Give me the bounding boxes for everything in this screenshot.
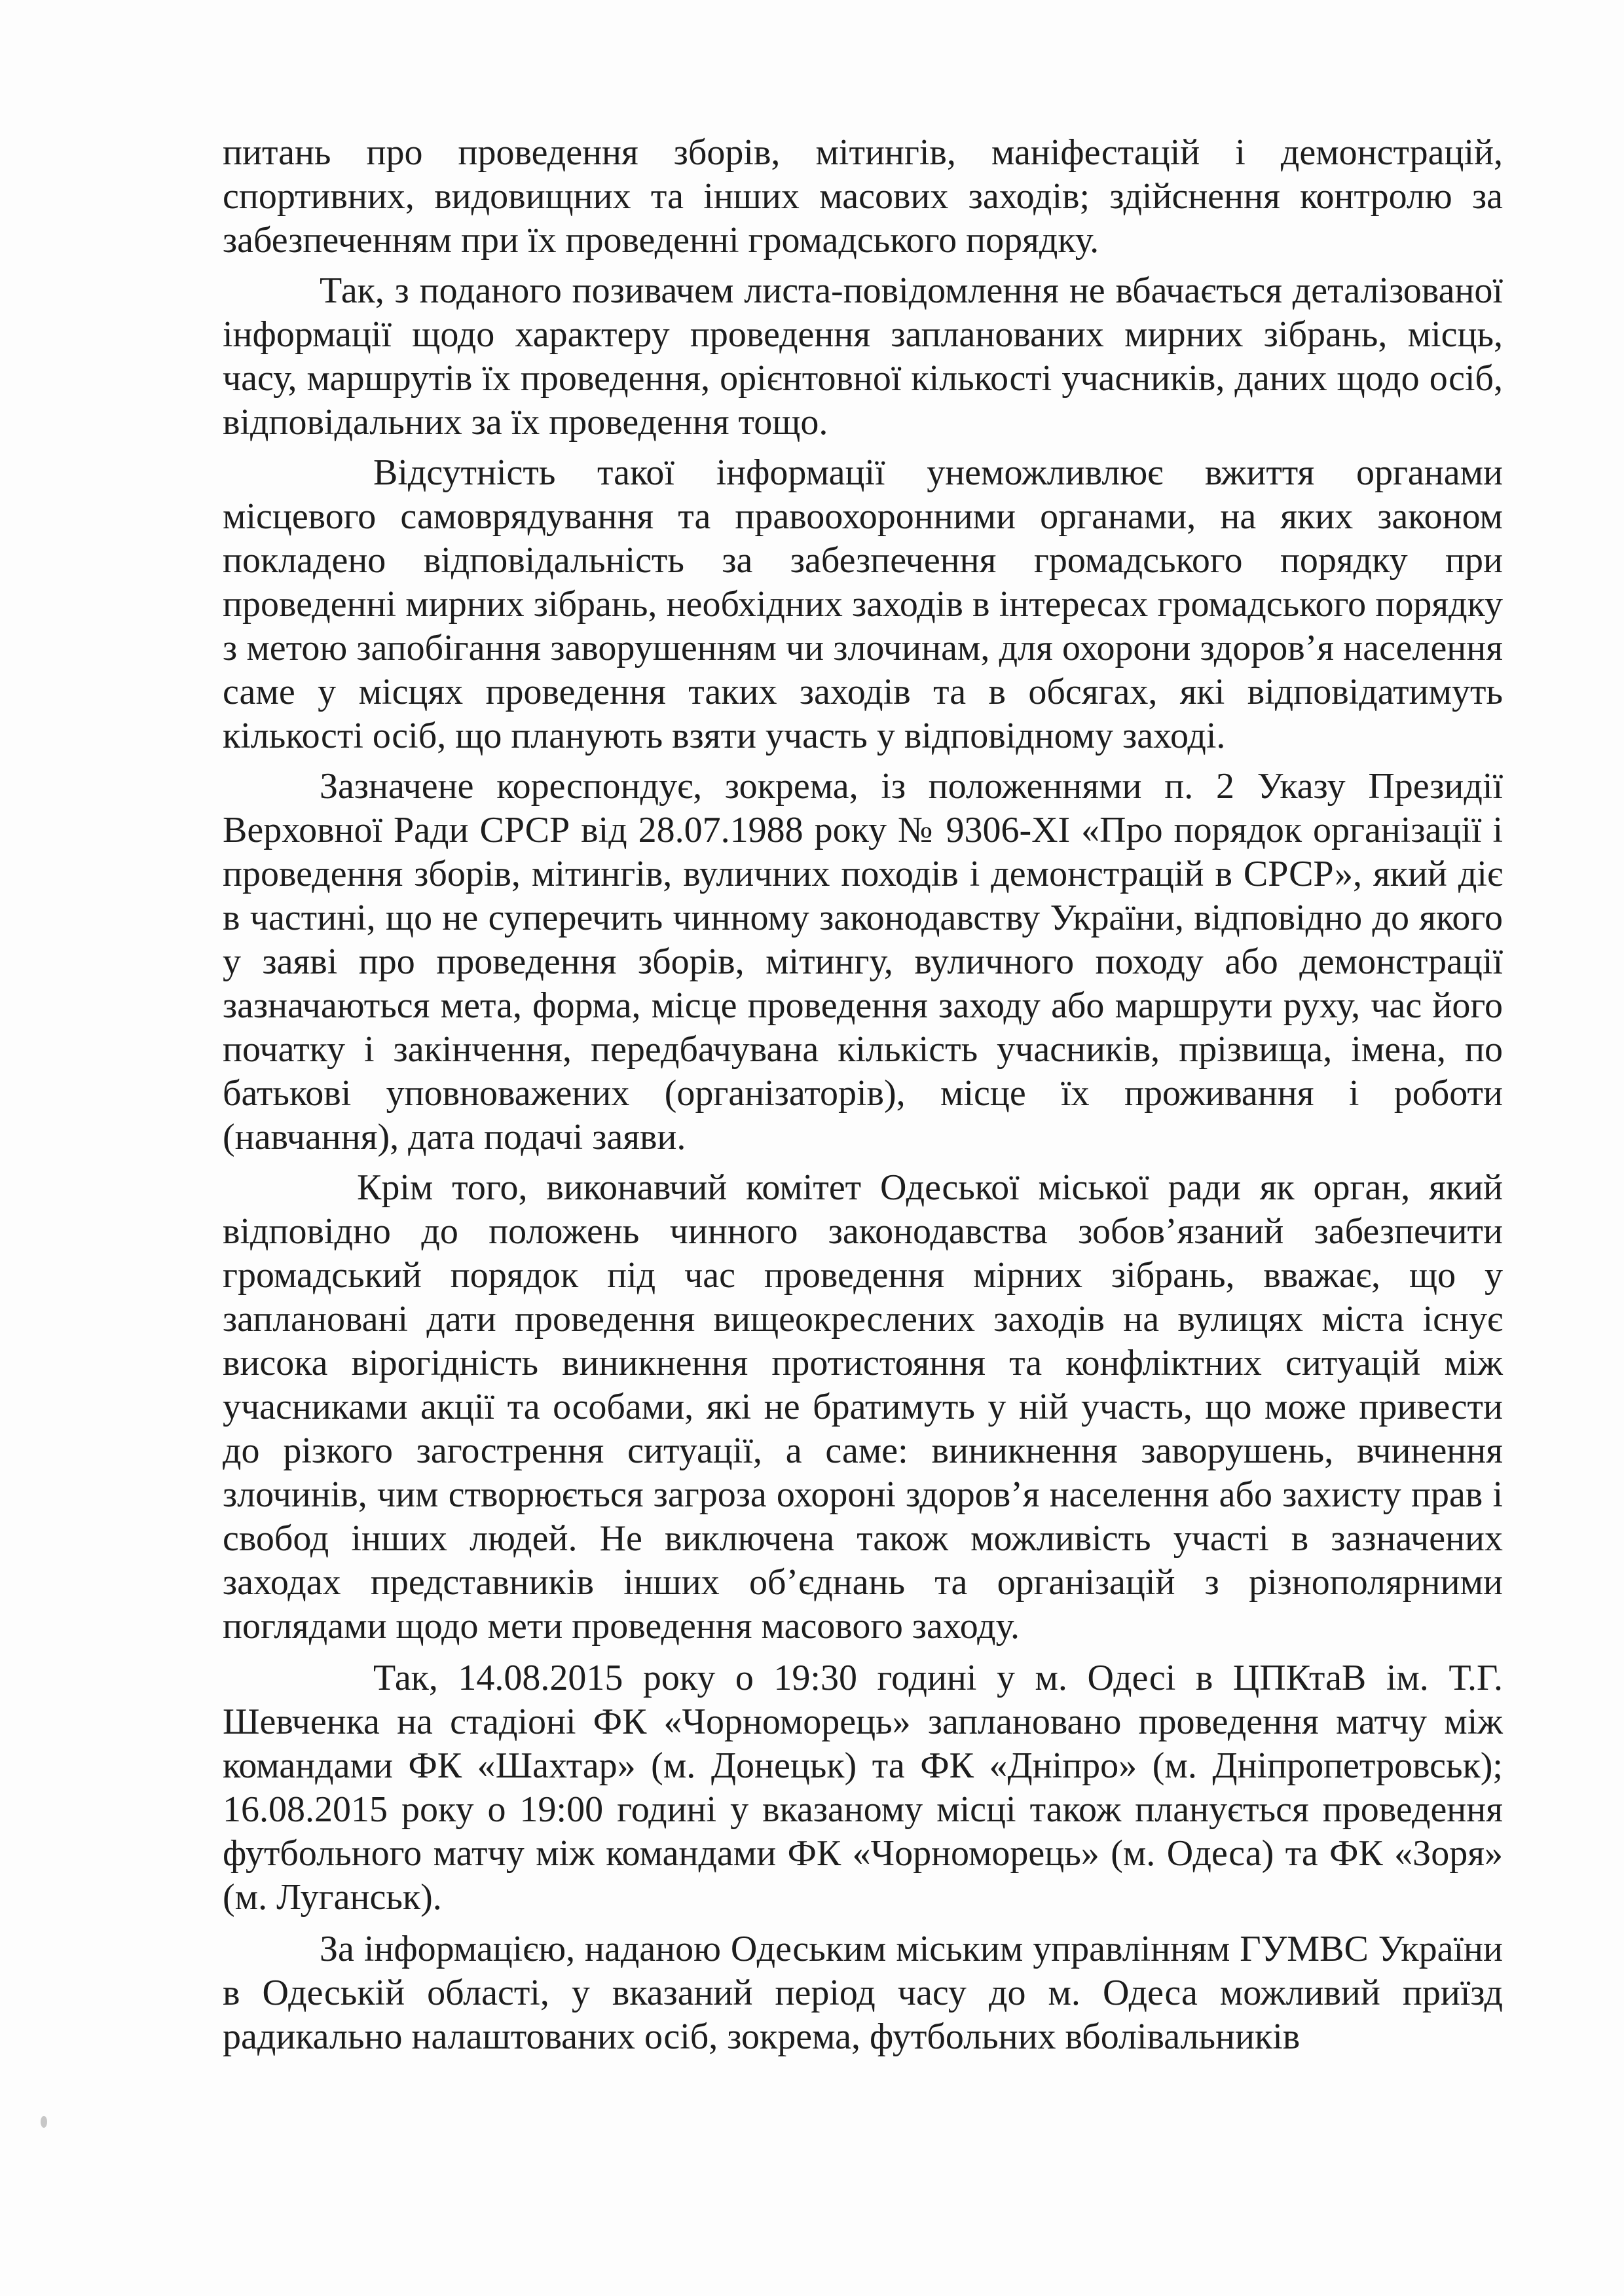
paragraph-6: Так, 14.08.2015 року о 19:30 годині у м. Одесі в ЦПКтаВ ім. Т.Г. Шевченка на стадіоні ФК «Чорноморець» заплановано проведення матчу між командами ФК «Шахтар» (м. Донецьк) та ФК «Дніпро» (м. Дніпропетровськ); 16.08.2015 року о 19:00 годині у вказаному місці також планується проведення футбольного матчу між командами ФК «Чорноморець» (м. Одеса) та ФК «Зоря» (м. Луганськ).: [223, 1658, 1503, 1918]
paragraph-5: Крім того, виконавчий комітет Одеської міської ради як орган, який відповідно до положень чинного законодавства зобов’язаний забезпечити громадський порядок під час проведення мірних зібрань, вважає, що у заплановані дати проведення вищеокреслених заходів на вулицях міста існує висока вірогідність виникнення протистояння та конфліктних ситуацій між учасниками акції та особами, які не братимуть у ній участь, що може привести до різкого загострення ситуації, а саме: виникнення заворушень, вчинення злочинів, чим створюється загроза охороні здоров’я населення або захисту прав і свобод інших людей. Не виключена також можливість участі в зазначених заходах представників інших об’єднань та організацій з різнополярними поглядами щодо мети проведення масового заходу.: [223, 1167, 1503, 1647]
paragraph-7: За інформацією, наданою Одеським міським управлінням ГУМВС України в Одеській області, у вказаний період часу до м. Одеса можливий приїзд радикально налаштованих осіб, зокрема, футбольних вболівальників: [223, 1929, 1503, 2057]
paragraph-3: Відсутність такої інформації унеможливлює вжиття органами місцевого самоврядування та правоохоронними органами, на яких законом покладено відповідальність за забезпечення громадського порядку при проведенні мирних зібрань, необхідних заходів в інтересах громадського порядку з метою запобігання заворушенням чи злочинам, для охорони здоров’я населення саме у місцях проведення таких заходів та в обсягах, які відповідатимуть кількості осіб, що планують взяти участь у відповідному заході.: [223, 452, 1503, 756]
paragraph-4: Зазначене кореспондує, зокрема, із положеннями п. 2 Указу Президії Верховної Ради СРСР від 28.07.1988 року № 9306-ХІ «Про порядок організації і проведення зборів, мітингів, вуличних походів і демонстрацій в СРСР», який діє в частині, що не суперечить чинному законодавству України, відповідно до якого у заяві про проведення зборів, мітингу, вуличного походу або демонстрації зазначаються мета, форма, місце проведення заходу або маршрути руху, час його початку і закінчення, передбачувана кількість учасників, прізвища, імена, по батькові уповноважених (організаторів), місце їх проживання і роботи (навчання), дата подачі заяви.: [223, 766, 1503, 1157]
paragraph-2: Так, з поданого позивачем листа-повідомлення не вбачається деталізованої інформації щодо характеру проведення запланованих мирних зібрань, місць, часу, маршрутів їх проведення, орієнтовної кількості учасників, даних щодо осіб, відповідальних за їх проведення тощо.: [223, 270, 1503, 443]
document-body: [223, 131, 1503, 2059]
paragraph-1: питань про проведення зборів, мітингів, маніфестацій і демонстрацій, спортивних, видовищних та інших масових заходів; здійснення контролю за забезпеченням при їх проведенні громадського порядку.: [223, 132, 1503, 261]
scan-speck: [41, 2116, 47, 2128]
